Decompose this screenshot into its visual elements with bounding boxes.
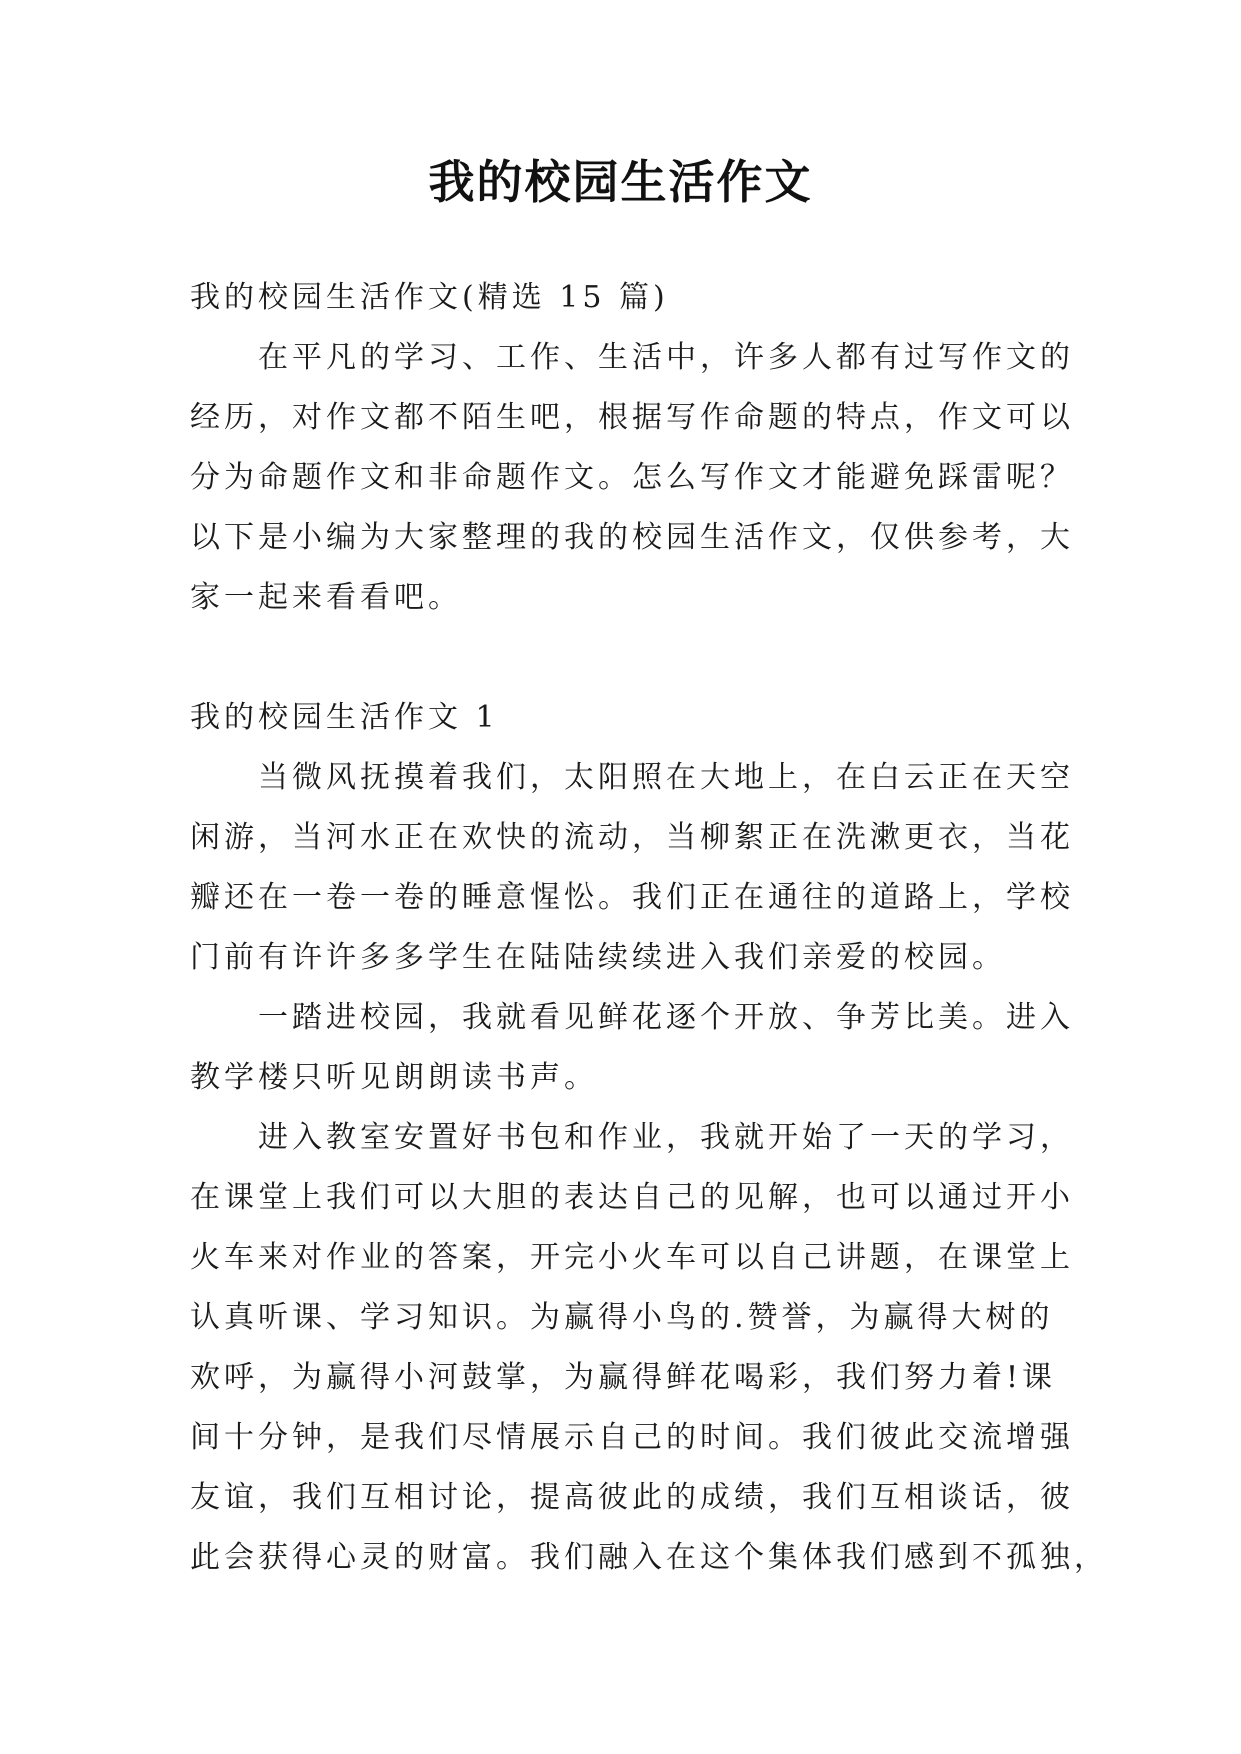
text-line: 家一起来看看吧。 <box>190 580 462 615</box>
text-line: 门前有许许多多学生在陆陆续续进入我们亲爱的校园。 <box>190 940 1006 975</box>
text-line: 闲游，当河水正在欢快的流动，当柳絮正在洗漱更衣，当花 <box>190 820 1074 855</box>
text-line: 以下是小编为大家整理的我的校园生活作文，仅供参考，大 <box>190 520 1074 555</box>
text-line: 友谊，我们互相讨论，提高彼此的成绩，我们互相谈话，彼 <box>190 1480 1074 1515</box>
text-line: 间十分钟，是我们尽情展示自己的时间。我们彼此交流增强 <box>190 1420 1074 1455</box>
text-line: 认真听课、学习知识。为赢得小鸟的.赞誉，为赢得大树的 <box>190 1300 1054 1335</box>
text-line: 此会获得心灵的财富。我们融入在这个集体我们感到不孤独， <box>190 1540 1108 1575</box>
text-line: 教学楼只听见朗朗读书声。 <box>190 1060 598 1095</box>
essay-heading: 我的校园生活作文 1 <box>190 700 499 735</box>
text-line: 分为命题作文和非命题作文。怎么写作文才能避免踩雷呢？ <box>190 460 1074 495</box>
text-line: 在课堂上我们可以大胆的表达自己的见解，也可以通过开小 <box>190 1180 1074 1215</box>
document-subtitle: 我的校园生活作文(精选 15 篇) <box>190 280 669 315</box>
text-line: 经历，对作文都不陌生吧，根据写作命题的特点，作文可以 <box>190 400 1074 435</box>
page-title: 我的校园生活作文 <box>428 155 813 209</box>
text-line: 一踏进校园，我就看见鲜花逐个开放、争芳比美。进入 <box>258 1000 1074 1035</box>
text-line: 在平凡的学习、工作、生活中，许多人都有过写作文的 <box>258 340 1074 375</box>
text-line: 欢呼，为赢得小河鼓掌，为赢得鲜花喝彩，我们努力着!课 <box>190 1360 1057 1395</box>
intro-paragraph <box>190 328 1074 628</box>
essay-paragraph-3 <box>190 1108 1108 1588</box>
essay-paragraph-1 <box>190 748 1074 988</box>
section-spacer <box>190 628 1052 688</box>
document-body <box>190 268 1108 1588</box>
text-line: 进入教室安置好书包和作业，我就开始了一天的学习， <box>258 1120 1074 1155</box>
essay-paragraph-2 <box>190 988 1074 1108</box>
text-line: 瓣还在一卷一卷的睡意惺忪。我们正在通往的道路上，学校 <box>190 880 1074 915</box>
text-line: 火车来对作业的答案，开完小火车可以自己讲题，在课堂上 <box>190 1240 1074 1275</box>
text-line: 当微风抚摸着我们，太阳照在大地上，在白云正在天空 <box>258 760 1074 795</box>
